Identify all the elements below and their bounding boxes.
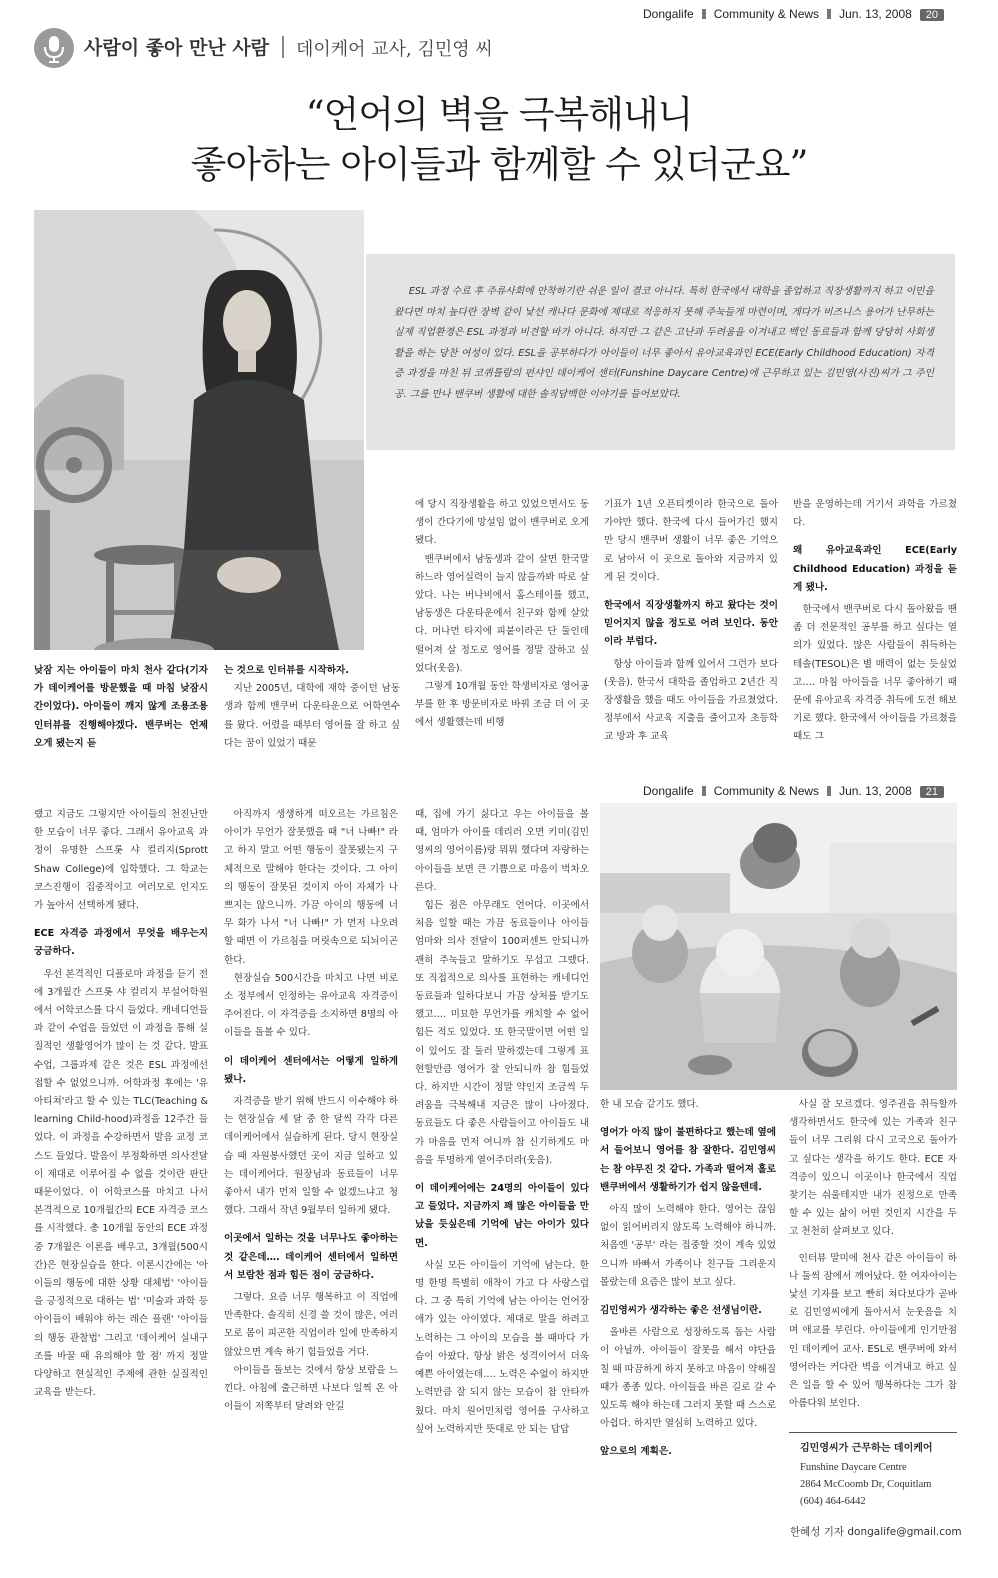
paragraph: 랬고 지금도 그렇지만 아이들의 천진난만한 모습이 너무 좋다. 그래서 유아교육 과정이 유명한 스프롯 샤 컬리지(Sprott Shaw College)에 입학했다. 그 학교는 코스진행이 집중적이고 여러모로 인지도가 높아서 선택하게 됐다. (34, 809, 208, 912)
question: 이 데이케어에는 24명의 아이들이 있다고 들었다. 지금까지 꽤 많은 아이들을 만났을 듯싶은데 기억에 남는 아이가 있다면. (415, 1183, 589, 1249)
daycare-info (800, 1440, 960, 1510)
paragraph: 한국에서 밴쿠버로 다시 돌아왔을 땐 좀 더 전문적인 공부를 하고 싶다는 열의가 있었다. 많은 사람들이 취득하는 테솔(TESOL)은 별 매력이 없는 듯싶었고…. 마침 아이들을 너무 좋아하기 때문에 유아교육 자격증 취득에 도전 해보기로 했다. 한국에서 아이들을 가르쳤을 때도 그 (793, 604, 957, 743)
column-subject: 데이케어 교사, 김민영 씨 (296, 39, 493, 60)
page-header-top (643, 7, 944, 21)
column-a (34, 662, 208, 762)
paragraph: 한 내 모습 같기도 했다. (600, 1099, 699, 1110)
section-name: Community & News (713, 7, 820, 21)
question: 이곳에서 일하는 것을 너무나도 좋아하는 것 같은데…. 데이케어 센터에서 일하면서 보람찬 점과 힘든 점이 궁금하다. (224, 1233, 398, 1281)
paragraph: 반을 운영하는데 거기서 과학을 가르쳤다. (793, 499, 957, 529)
paragraph: 사실 모든 아이들이 기억에 남는다. 한명 한명 특별히 애착이 가고 다 사랑스럽다. 그 중 특히 기억에 남는 아이는 언어장애가 있는 아이였다. 제대로 말을 하려고 노력하는 그 아이의 모습을 볼 때마다 가슴이 아팠다. 항상 밝은 성격이어서 더욱 예쁜 아이였는데…. 노력은 수없이 하지만 노력만큼 잘 되지 않는 모습이 참 안타까웠다. 마치 원어민처럼 영어를 구사하고 싶어 노력하지만 뜻대로 안 되는 답답 (415, 1259, 589, 1435)
paragraph: 항상 아이들과 함께 있어서 그런가 보다(웃음). 한국서 대학을 졸업하고 2년간 직장생활을 했을 때도 아이들을 가르쳤었다. 정부에서 사교육 지출을 줄이고자 초등학교 방과 후 교육 (604, 658, 778, 743)
column-i (600, 1096, 776, 1540)
paragraph: 사실 잘 모르겠다. 영주권을 취득할까 생각하면서도 한국에 있는 가족과 친구들이 너무 그리워 다시 고국으로 돌아가고 싶다는 생각을 하기도 한다. ECE 자격증이 있으니 이곳이나 한국에서 직업찾기는 쉬울테지만 내가 진정으로 만족할 수 있는 삶이 어떤 것인지 시간을 두고 천천히 살펴보고 있다. (789, 1099, 957, 1238)
microphone-icon (34, 28, 74, 68)
paragraph: 그렇게 10개월 동안 학생비자로 영어공부를 한 후 방문비자로 바꿔 조금 더 이 곳에서 생활했는데 비행 (415, 681, 589, 729)
infobox-rule (789, 1432, 957, 1433)
question: 한국에서 직장생활까지 하고 왔다는 것이 믿어지지 않을 정도로 어려 보인다. 동안이라 부럽다. (604, 600, 778, 648)
paragraph: 힘든 점은 아무래도 언어다. 이곳에서 처음 일할 때는 가끔 동료들이나 아이들 엄마와 의사 전달이 100퍼센트 안되니까 괜히 주눅들고 말하기도 무섭고 그랬다. 또 직접적으로 의사를 표현하는 캐네디언 동료들과 일하다보니 가끔 상처를 받기도 했고…. 미묘한 무언가를 캐치할 수 없어 힘든 적도 있었다. 또 한국말이면 어떤 일이 있어도 잘 둘러 말하겠는데 그렇게 표현할만큼 영어가 잘 안되니까 참 힘들었다. 하지만 시간이 정말 약인지 조금씩 두려움을 극복해내 지금은 많이 나아졌다. 동료들도 다 좋은 사람들이고 아이들도 내가 마음을 먼저 여니까 참 신기하게도 마음을 투명하게 열어주더라(웃음). (415, 900, 589, 1166)
column-name: 사람이 좋아 만난 사람 (84, 37, 270, 59)
page-header-bottom (643, 784, 944, 798)
paragraph: 지난 2005년, 대학에 재학 중이던 남동생과 함께 밴쿠버 다운타운으로 어학연수를 왔다. 어렸을 때부터 영어를 잘 하고 싶다는 꿈이 있었기 때문 (224, 683, 400, 749)
byline: 한혜성 기자 dongalife@gmail.com (790, 1526, 962, 1538)
intro-box (366, 254, 955, 450)
question: 영어가 아직 많이 불편하다고 했는데 옆에서 들어보니 영어를 참 잘한다. 김민영씨는 참 야무진 것 같다. 가족과 떨어져 홀로 밴쿠버에서 생활하기가 쉽지 않을텐데. (600, 1127, 776, 1193)
page-number: 20 (920, 9, 944, 21)
paragraph: 아이들을 돌보는 것에서 항상 보람을 느낀다. 아침에 출근하면 나보다 일찍 온 아이들이 저쪽부터 달려와 안길 (224, 1364, 398, 1413)
question: 낮잠 지는 아이들이 마치 천사 같다(기자가 데이케어를 방문했을 때 마침 낮잠시간이었다). 아이들이 깨지 않게 조용조용 인터뷰를 진행해야겠다. 밴쿠버는 언제 오게 됐는지 듣 (34, 665, 208, 749)
paragraph: 자격증을 받기 위해 반드시 이수해야 하는 현장실습 세 달 중 한 달씩 각각 다른 데이케어에서 실습하게 된다. 당시 현장실습 때 자원봉사했던 곳이 지금 일하고 있는 데이케어다. 원장님과 동료들이 너무 좋아서 내가 먼저 일할 수 없겠느냐고 청했다. 그래서 작년 9월부터 일하게 됐다. (224, 1096, 398, 1217)
column-e (793, 496, 957, 762)
question: 앞으로의 계획은. (600, 1446, 672, 1458)
headline-line-1: “언어의 벽을 극복해내니 (305, 93, 693, 136)
paragraph: 그렇다. 요즘 너무 행복하고 이 직업에 만족한다. 솔직히 신경 쓸 것이 많은, 여러모로 몸이 피곤한 직업이라 일에 만족하지 않았으면 계속 하기 힘들었을 거다. (224, 1292, 398, 1358)
column-d (604, 496, 778, 762)
paragraph: 현장실습 500시간을 마치고 나면 비로소 정부에서 인정하는 유아교육 자격증이 주어진다. 이 자격증을 소지하면 8명의 아이들을 돌볼 수 있다. (224, 972, 398, 1039)
paragraph: 기표가 1년 오픈티켓이라 한국으로 돌아가야만 했다. 한국에 다시 들어가긴 했지만 당시 밴쿠버 생활이 너무 좋은 기억으로 남아서 이 곳으로 돌아와 지금까지 있게 된 것이다. (604, 499, 778, 583)
column-f (34, 806, 208, 1540)
paragraph: 아직 많이 노력해야 한다. 영어는 끊임없이 읽어버리지 않도록 노력해야 하니까. 처음엔 '공부' 라는 집중할 것이 계속 있었으니까 바빠서 가족이나 친구들 그리운지 몰랐는데 요즘은 많이 보고 싶다. (600, 1204, 776, 1288)
portrait-photo (34, 210, 364, 650)
daycare-phone: (604) 464-6442 (800, 1496, 866, 1507)
column-h (415, 806, 589, 1540)
paragraph: 인터뷰 말미에 천사 같은 아이들이 하나 둘씩 잠에서 깨어났다. 한 여자아이는 낯선 기자를 보고 빤히 쳐다보다가 곧바로 김민영씨에게 돌아서서 눈웃음을 치며 애교를 부린다. 아이들에게 인기만점인 데이케어 교사. ESL로 밴쿠버에 와서 영어라는 커다란 벽을 이겨내고 하고 싶은 일을 할 수 있어 행복하다는 그가 참 아름다워 보인다. (789, 1252, 957, 1410)
column-g (224, 806, 398, 1540)
publication-name: Dongalife (643, 7, 694, 21)
title-divider (282, 36, 284, 58)
daycare-name: Funshine Daycare Centre (800, 1462, 907, 1473)
daycare-photo (600, 803, 957, 1090)
intro-text: ESL 과정 수료 후 주류사회에 안착하기란 쉬운 일이 결코 아니다. 특히 한국에서 대학을 졸업하고 직장생활까지 하고 이민을 왔다면 마치 높다란 장벽 같이 낯선 캐나다 문화에 제대로 적응하지 못해 주눅들게 마련이며, 게다가 비즈니스 용어가 난무하는 실제 직업환경은 ESL 과정과 비견할 바가 아니다. 하지만 그 같은 고난과 두려움을 이겨내고 백인 동료들과 함께 당당히 사회생활을 하는 당찬 여성이 있다. ESL을 공부하다가 아이들이 너무 좋아서 유아교육과인 ECE(Early Childhood Education) 자격증 과정을 마친 뒤 코퀴틀람의 펀샤인 데이케어 센터(Funshine Daycare Centre)에 근무하고 있는 김민영(사진)씨가 그 주인공. 그를 만나 밴쿠버 생활에 대한 솔직담백한 이야기를 들어보았다. (394, 286, 934, 400)
paragraph: 에 당시 직장생활을 하고 있었으면서도 동생이 간다기에 망설임 없이 밴쿠버로 오게 됐다. (415, 499, 589, 547)
headline (0, 90, 998, 190)
headline-line-2: 좋아하는 아이들과 함께할 수 있더군요” (190, 143, 808, 186)
question: 이 데이케어 센터에서는 어떻게 일하게 됐나. (224, 1055, 398, 1085)
question-end: 는 것으로 인터뷰를 시작하자. (224, 665, 349, 676)
question: ECE 자격증 과정에서 무엇을 배우는지 궁금하다. (34, 928, 208, 958)
question: 김민영씨가 생각하는 좋은 선생님이란. (600, 1305, 762, 1317)
column-b (224, 662, 400, 762)
paragraph: 아직까지 생생하게 떠오르는 가르침은 아이가 무언가 잘못했을 때 "너 나빠!" 라고 하지 말고 어떤 행동이 잘못됐는지 구체적으로 말해야 한다는 것이다. 그 아이의 행동이 잘못된 것이지 아이 자체가 나쁘지는 않으니까. 가끔 아이의 행동에 너무 화가 나서 "너 나빠!" 가 먼저 나오려 할 때면 이 가르침을 머릿속으로 되뇌이곤 한다. (224, 809, 398, 966)
issue-date: Jun. 13, 2008 (839, 784, 912, 798)
page-number: 21 (920, 786, 944, 798)
infobox-title: 김민영씨가 근무하는 데이케어 (800, 1443, 933, 1454)
paragraph: 때, 집에 가기 싫다고 우는 아이들을 볼 때, 엄마가 아이를 데리러 오면 키미(김민영씨의 영어이름)랑 뭐뭐 했다며 자랑하는 아이들을 보면 큰 기쁨으로 마음이 벅차오른다. (415, 809, 589, 893)
column-j (789, 1096, 957, 1418)
section-name: Community & News (713, 784, 820, 798)
issue-date: Jun. 13, 2008 (839, 7, 912, 21)
question: 왜 유아교육과인 ECE(Early Childhood Education) 과정을 듣게 됐나. (793, 545, 957, 593)
paragraph: 올바른 사람으로 성장하도록 돕는 사람이 아닐까. 아이들이 잘못을 해서 야단을 칠 때 따끔하게 하지 못하고 마음이 약해질 때가 종종 있다. 아이들을 바른 길로 갈 수 있도록 해야 하는데 그러지 못할 때 스스로 아쉽다. 하지만 열심히 노력하고 있다. (600, 1327, 776, 1430)
publication-name: Dongalife (643, 784, 694, 798)
paragraph: 밴쿠버에서 남동생과 같이 살면 한국말 하느라 영어실력이 늘지 않을까봐 따로 살았다. 나는 버나비에서 홈스테이를 했고, 남동생은 다운타운에서 친구와 함께 살았다. 머나먼 타지에 피붙이라곤 단 둘인데 떨어져 살 정도로 영어를 정말 잘하고 싶었다(웃음). (415, 553, 589, 674)
column-c (415, 496, 589, 762)
paragraph: 우선 본격적인 디플로마 과정을 듣기 전에 3개월간 스프롯 샤 컬리지 부설어학원에서 어학코스를 다시 들었다. 캐네디언들과 같이 수업을 들었던 이 과정을 통해 실질적인 생활영어가 많이 는 것 같다. 발표수업, 그룹과제 같은 것은 ESL 과정에선 접할 수 없었으니까. 어학과정 후에는 '유아티쳐'라고 할 수 있는 TLC(Teaching & learning Child-hood)과정을 12주간 들었다. 이 과정을 수강하면서 발음 교정 코스도 들었다. 발음이 부정확하면 의사전달이 제대로 이루어질 수 없을 것이란 판단 때문이었다. 이 어학코스를 마치고 나서 본격적으로 10개월간의 ECE 자격증 코스를 시작했다. 총 10개월 동안의 ECE 과정 중 7개월은 이론을 배우고, 3개월(500시간)은 현장실습을 한다. 이론시간에는 '아이들의 행동에 대한 상황 대체법' '아이들을 긍정적으로 대하는 법' '미술과 과학 등 아이들이 배워야 하는 레슨 플랜' '아이들의 행동 관찰법' 그리고 '데이케어 실내구조를 바꿀 때 유의해야 할 점' 까지 정말 다양하고 현실적인 주제에 관한 실질적인 교육을 받는다. (34, 968, 208, 1399)
daycare-address: 2864 McCoomb Dr, Coquitlam (800, 1479, 932, 1490)
